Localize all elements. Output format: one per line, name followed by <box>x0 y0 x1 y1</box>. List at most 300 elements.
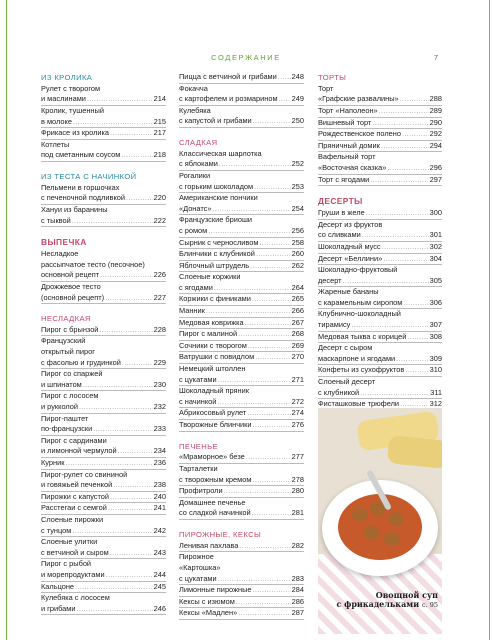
toc-entry-title: Рождественское полено <box>318 129 401 139</box>
toc-entry-page: 227 <box>153 292 166 302</box>
leader-dots <box>252 475 290 486</box>
leader-dots <box>259 238 290 249</box>
toc-entry-title: маскарпоне и ягодами <box>318 353 396 363</box>
leader-dots <box>72 526 152 537</box>
toc-entry-title: (основной рецепт) <box>41 292 105 302</box>
toc-entry <box>179 608 304 620</box>
toc-entry-title: Пирожки с капустой <box>41 491 110 501</box>
toc-entry-title: Шоколадный мусс <box>318 241 381 251</box>
toc-entry-title: Пирог с лососем <box>41 391 99 401</box>
leader-dots <box>279 94 291 105</box>
toc-entry-title: Слоеные улитки <box>41 537 98 547</box>
toc-entry-title: Котлеты <box>41 139 70 149</box>
toc-entry-title: Вафельный торт <box>318 152 376 162</box>
toc-entry-title: Французские бриоши <box>179 215 253 225</box>
toc-entry-title: Американские пончики <box>179 193 258 203</box>
toc-entry <box>41 414 166 436</box>
leader-dots <box>366 208 429 219</box>
toc-entry <box>179 149 304 171</box>
toc-entry-title: Профитроли <box>179 486 223 496</box>
toc-entry <box>41 503 166 515</box>
toc-entry-page: 281 <box>291 508 304 518</box>
toc-entry <box>41 336 166 369</box>
toc-entry <box>41 582 166 594</box>
section-heading: ПЕЧЕНЬЕ <box>179 441 218 451</box>
toc-entry-title: Слоеные коржики <box>179 272 241 282</box>
toc-entry-page: 301 <box>429 230 442 240</box>
toc-entry <box>318 365 442 377</box>
toc-entry-page: 306 <box>429 297 442 307</box>
toc-entry-title: Кролик, тушенный <box>41 105 104 115</box>
toc-entry-page: 280 <box>291 486 304 496</box>
toc-entry-title: Торт с ягодами <box>318 174 370 184</box>
toc-entry-title: Рогалики <box>179 170 211 180</box>
photo-caption-page: с. 95 <box>421 601 438 609</box>
toc-entry-page: 266 <box>291 306 304 316</box>
toc-entry-page: 296 <box>429 162 442 172</box>
leader-dots <box>236 597 291 608</box>
leader-dots <box>256 249 291 260</box>
toc-entry-title: с печеночной подливкой <box>41 193 126 203</box>
toc-entry-title: «Восточная сказка» <box>318 162 387 172</box>
toc-entry-page: 214 <box>153 94 166 104</box>
toc-entry-page: 220 <box>153 193 166 203</box>
toc-entry-title: Фисташковые трюфели <box>318 399 400 409</box>
toc-entry-page: 244 <box>153 569 166 579</box>
toc-entry-page: 234 <box>153 446 166 456</box>
soup-photo <box>318 408 442 634</box>
leader-dots <box>87 94 153 105</box>
toc-entry <box>179 272 304 294</box>
bread-slice-image <box>387 435 442 469</box>
toc-entry-page: 248 <box>291 72 304 81</box>
toc-entry <box>179 294 304 306</box>
toc-entry <box>179 238 304 250</box>
toc-entry <box>179 249 304 261</box>
toc-entry-page: 250 <box>291 116 304 126</box>
toc-entry-page: 232 <box>153 402 166 412</box>
toc-entry-title: со сладкой начинкой <box>179 508 251 518</box>
toc-entry <box>41 282 166 304</box>
toc-entry <box>41 593 166 615</box>
toc-entry-title: с капустой и грибами <box>179 116 252 126</box>
toc-entry-page: 283 <box>291 573 304 583</box>
toc-entry-title: Фокачча <box>179 83 208 93</box>
toc-entry-page: 272 <box>291 396 304 406</box>
toc-entry-title: Десерт из фруктов <box>318 219 383 229</box>
toc-entry-title: и грибами <box>41 603 76 613</box>
toc-entry-page: 270 <box>291 352 304 362</box>
toc-entry-page: 229 <box>153 357 166 367</box>
toc-entry-title: с ветчиной и сыром <box>41 547 109 557</box>
toc-entry-page: 215 <box>153 116 166 126</box>
toc-entry <box>41 391 166 413</box>
toc-entry <box>179 193 304 215</box>
toc-entry <box>41 515 166 537</box>
leader-dots <box>77 604 153 615</box>
toc-entry <box>318 141 442 153</box>
toc-entry-page: 297 <box>429 174 442 184</box>
toc-entry-page: 249 <box>291 94 304 104</box>
leader-dots <box>248 341 291 352</box>
toc-entry-title: Вишневый торт <box>318 117 372 127</box>
toc-entry-title: рассыпчатое тесто (песочное) <box>41 259 145 269</box>
toc-entry-page: 246 <box>153 603 166 613</box>
toc-entry-title: с начинкой <box>179 396 217 406</box>
leader-dots <box>212 204 290 215</box>
toc-entry-title: Пирог с малиной <box>179 329 238 339</box>
toc-entry <box>41 492 166 504</box>
toc-entry <box>318 106 442 118</box>
toc-entry <box>41 183 166 205</box>
leader-dots <box>254 182 291 193</box>
toc-entry-page: 302 <box>429 241 442 251</box>
toc-entry-title: с ромом <box>179 225 208 235</box>
toc-entry-title: под сметанным соусом <box>41 150 121 160</box>
toc-entry <box>179 84 304 106</box>
toc-entry-title: Дрожжевое тесто <box>41 281 101 291</box>
leader-dots <box>387 163 428 174</box>
leader-dots <box>396 354 428 365</box>
leader-dots <box>379 106 429 117</box>
toc-entry-title: по-французски <box>41 424 93 434</box>
toc-entry-title: Пирог с рыбой <box>41 559 92 569</box>
toc-entry <box>179 541 304 553</box>
toc-entry-title: Пряничный домик <box>318 140 380 150</box>
toc-entry-title: с карамельным сиропом <box>318 297 403 307</box>
leader-dots <box>245 318 291 329</box>
toc-entry <box>318 118 442 130</box>
toc-entry-title: Кексы «Мадлен» <box>179 608 238 618</box>
toc-entry <box>318 343 442 365</box>
leader-dots <box>224 486 291 497</box>
toc-entry-page: 230 <box>153 379 166 389</box>
toc-entry <box>41 84 166 106</box>
leader-dots <box>214 283 291 294</box>
leader-dots <box>100 270 152 281</box>
toc-entry-page: 233 <box>153 424 166 434</box>
leader-dots <box>126 193 153 204</box>
toc-entry-title: Ватрушки с повидлом <box>179 352 255 362</box>
toc-entry-title: «Мраморное» безе <box>179 452 245 462</box>
toc-entry-page: 284 <box>291 585 304 595</box>
toc-entry-page: 310 <box>429 365 442 375</box>
leader-dots <box>238 329 291 340</box>
toc-entry <box>179 329 304 341</box>
toc-entry-page: 217 <box>153 128 166 138</box>
section-heading: ИЗ ТЕСТА С НАЧИНКОЙ <box>41 171 137 181</box>
toc-entry <box>179 420 304 432</box>
leader-dots <box>105 293 153 304</box>
toc-entry-page: 290 <box>429 117 442 127</box>
toc-entry <box>179 364 304 386</box>
toc-entry-title: Шоколадный пряник <box>179 386 249 396</box>
leader-dots <box>122 358 153 369</box>
toc-entry <box>179 171 304 193</box>
toc-entry-title: «Донатс» <box>179 203 212 213</box>
leader-dots <box>218 574 291 585</box>
toc-entry-title: Французский <box>41 336 86 346</box>
toc-entry-title: «Картошка» <box>179 562 221 572</box>
toc-entry-page: 286 <box>291 596 304 606</box>
leader-dots <box>73 117 153 128</box>
toc-entry-title: Хануи из баранины <box>41 204 108 214</box>
toc-entry-page: 305 <box>429 275 442 285</box>
toc-entry-page: 282 <box>291 540 304 550</box>
toc-entry <box>318 377 442 399</box>
toc-entry <box>179 215 304 237</box>
toc-entry-title: Пирог с сардинами <box>41 435 107 445</box>
section-heading: НЕСЛАДКАЯ <box>41 314 91 324</box>
leader-dots <box>253 116 291 127</box>
toc-entry-title: Кулебяка с лососем <box>41 593 110 603</box>
toc-entry <box>179 341 304 353</box>
toc-entry-page: 274 <box>291 408 304 418</box>
toc-entry-title: с творожным кремом <box>179 474 252 484</box>
toc-entry-title: Груши в желе <box>318 208 365 218</box>
toc-entry-page: 292 <box>429 129 442 139</box>
toc-entry <box>179 106 304 128</box>
toc-entry <box>179 72 304 84</box>
toc-entry-page: 267 <box>291 317 304 327</box>
toc-entry-title: Немецкий штоллен <box>179 364 246 374</box>
toc-entry <box>179 597 304 609</box>
toc-entry <box>41 140 166 162</box>
leader-dots <box>383 254 428 265</box>
toc-entry <box>41 325 166 337</box>
toc-entry-title: в молоке <box>41 116 72 126</box>
leader-dots <box>206 306 291 317</box>
toc-entry-title: десерт <box>318 275 342 285</box>
leader-dots <box>118 446 153 457</box>
toc-entry-page: 242 <box>153 525 166 535</box>
toc-entry-title: Сочники с творогом <box>179 340 247 350</box>
toc-entry <box>179 318 304 330</box>
toc-entry-title: Пирог-паштет <box>41 413 89 423</box>
toc-entry-title: Коржики с финиками <box>179 294 251 304</box>
toc-entry-page: 260 <box>291 249 304 259</box>
toc-entry-title: Кальцоне <box>41 581 75 591</box>
section-heading: ДЕСЕРТЫ <box>318 196 363 207</box>
toc-entry-title: Клубнично-шоколадный <box>318 309 401 319</box>
toc-entry-page: 294 <box>429 140 442 150</box>
toc-entry <box>179 386 304 408</box>
toc-entry-title: Манник <box>179 306 205 316</box>
toc-entry-title: Расстегаи с семгой <box>41 503 107 513</box>
toc-entry <box>41 249 166 282</box>
toc-entry <box>41 128 166 140</box>
toc-entry <box>318 242 442 254</box>
toc-entry-title: Торт <box>318 83 334 93</box>
toc-entry-page: 252 <box>291 159 304 169</box>
leader-dots <box>343 276 429 287</box>
toc-entry <box>318 208 442 220</box>
leader-dots <box>382 242 429 253</box>
page-title: СОДЕРЖАНИЕ <box>211 53 281 62</box>
toc-entry-title: Медовая тыква с корицей <box>318 331 407 341</box>
toc-entry <box>179 464 304 486</box>
toc-entry <box>41 436 166 458</box>
toc-entry-page: 288 <box>429 94 442 104</box>
leader-dots <box>219 159 291 170</box>
toc-entry-page: 304 <box>429 253 442 263</box>
leader-dots <box>250 261 291 272</box>
meatball-image <box>384 532 400 546</box>
toc-entry-page: 238 <box>153 480 166 490</box>
leader-dots <box>108 503 153 514</box>
meatball-image <box>388 512 404 526</box>
toc-entry <box>179 486 304 498</box>
leader-dots <box>247 408 290 419</box>
toc-entry <box>318 220 442 242</box>
toc-entry <box>179 352 304 364</box>
toc-entry-title: и лимонной чермулой <box>41 446 117 456</box>
toc-entry <box>318 175 442 187</box>
toc-entry-title: Торт «Наполеон» <box>318 105 378 115</box>
leader-dots <box>407 332 428 343</box>
leader-dots <box>253 585 291 596</box>
leader-dots <box>65 458 152 469</box>
toc-entry-title: Пирог со спаржей <box>41 369 103 379</box>
toc-entry-title: Абрикосовый рулет <box>179 408 247 418</box>
toc-entry <box>179 452 304 464</box>
leader-dots <box>400 94 429 105</box>
toc-entry <box>41 537 166 559</box>
toc-column-3 <box>318 72 442 411</box>
toc-entry-page: 271 <box>291 374 304 384</box>
toc-entry-page: 289 <box>429 105 442 115</box>
section-heading: СЛАДКАЯ <box>179 137 218 147</box>
toc-entry-title: Конфеты из сухофруктов <box>318 365 405 375</box>
leader-dots <box>252 508 291 519</box>
toc-entry <box>318 287 442 309</box>
toc-entry-title: Творожные блинчики <box>179 420 252 430</box>
toc-entry-page: 312 <box>429 399 442 409</box>
toc-entry-title: со сливками <box>318 230 361 240</box>
toc-entry-page: 256 <box>291 225 304 235</box>
toc-entry-page: 222 <box>153 215 166 225</box>
toc-entry <box>41 458 166 470</box>
toc-entry-page: 258 <box>291 237 304 247</box>
section-heading: ВЫПЕЧКА <box>41 237 87 248</box>
leader-dots <box>372 118 428 129</box>
toc-entry-title: «Графские развалины» <box>318 94 399 104</box>
toc-entry-title: Слоеный десерт <box>318 377 376 387</box>
leader-dots <box>360 388 429 399</box>
toc-entry-title: с яблоками <box>179 159 218 169</box>
toc-entry <box>318 265 442 287</box>
leader-dots <box>110 492 153 503</box>
toc-entry-title: Ленивая пахлава <box>179 540 239 550</box>
toc-entry-title: Слоеные пирожки <box>41 514 104 524</box>
section-heading: ТОРТЫ <box>318 73 347 82</box>
toc-entry <box>318 129 442 141</box>
toc-entry-title: Десерт «Беллини» <box>318 253 383 263</box>
toc-entry-page: 262 <box>291 260 304 270</box>
leader-dots <box>381 141 429 152</box>
toc-entry-title: Лимонные пирожные <box>179 585 252 595</box>
leader-dots <box>121 150 152 161</box>
toc-entry-title: и говяжьей печенкой <box>41 480 113 490</box>
toc-entry-title: основной рецепт <box>41 270 100 280</box>
toc-entry-title: с горьким шоколадом <box>179 181 254 191</box>
toc-entry-title: Блинчики с клубникой <box>179 249 255 259</box>
toc-entry-title: и морепродуктами <box>41 569 105 579</box>
toc-entry-page: 287 <box>291 608 304 618</box>
leader-dots <box>405 365 428 376</box>
toc-entry-page: 307 <box>429 320 442 330</box>
leader-dots <box>75 582 153 593</box>
toc-entry-page: 308 <box>429 331 442 341</box>
toc-entry-title: с картофелем и розмарином <box>179 94 278 104</box>
toc-entry-title: с ягодами <box>179 282 213 292</box>
section-heading: ПИРОЖНЫЕ, КЕКСЫ <box>179 529 262 539</box>
toc-entry <box>41 369 166 391</box>
toc-entry <box>179 552 304 585</box>
toc-column-1 <box>41 72 166 615</box>
leader-dots <box>208 226 290 237</box>
leader-dots <box>362 230 429 241</box>
toc-entry-title: с цукатами <box>179 573 217 583</box>
leader-dots <box>402 129 429 140</box>
toc-entry <box>41 205 166 227</box>
toc-entry-title: и маслинами <box>41 94 86 104</box>
toc-entry-title: Кексы с изюмом <box>179 596 235 606</box>
leader-dots <box>79 402 153 413</box>
toc-entry <box>41 559 166 581</box>
toc-entry-page: 218 <box>153 150 166 160</box>
leader-dots <box>255 352 291 363</box>
toc-entry-page: 276 <box>291 420 304 430</box>
leader-dots <box>403 298 428 309</box>
leader-dots <box>113 480 152 491</box>
toc-entry-title: тирамису <box>318 320 351 330</box>
leader-dots <box>370 175 428 186</box>
toc-entry-page: 265 <box>291 294 304 304</box>
leader-dots <box>239 541 290 552</box>
toc-entry-title: Фрикасе из кролика <box>41 128 110 138</box>
leader-dots <box>83 380 153 391</box>
toc-entry-page: 243 <box>153 547 166 557</box>
leader-dots <box>106 570 153 581</box>
toc-entry-page: 278 <box>291 474 304 484</box>
leader-dots <box>351 320 428 331</box>
leader-dots <box>72 216 153 227</box>
page-number: 7 <box>434 53 439 62</box>
toc-entry-title: Пицца с ветчиной и грибами <box>179 72 277 81</box>
toc-entry <box>41 106 166 128</box>
toc-entry-title: и шпинатом <box>41 379 82 389</box>
toc-entry-title: Рулет с творогом <box>41 83 101 93</box>
toc-entry-title: Классическая шарлотка <box>179 148 262 158</box>
meatball-image <box>352 508 368 522</box>
toc-entry-title: Домашнее печенье <box>179 497 246 507</box>
toc-entry <box>318 309 442 331</box>
leader-dots <box>93 424 152 435</box>
toc-entry-title: с клубникой <box>318 387 360 397</box>
leader-dots <box>110 548 153 559</box>
toc-entry <box>179 498 304 520</box>
toc-entry <box>318 84 442 106</box>
toc-entry-title: Пирожное <box>179 552 214 562</box>
toc-entry-page: 264 <box>291 282 304 292</box>
toc-entry-page: 226 <box>153 270 166 280</box>
toc-entry-page: 277 <box>291 452 304 462</box>
photo-caption <box>336 591 438 610</box>
toc-entry-title: Несладкое <box>41 249 79 259</box>
toc-entry-title: Курник <box>41 458 65 468</box>
toc-entry-page: 268 <box>291 329 304 339</box>
